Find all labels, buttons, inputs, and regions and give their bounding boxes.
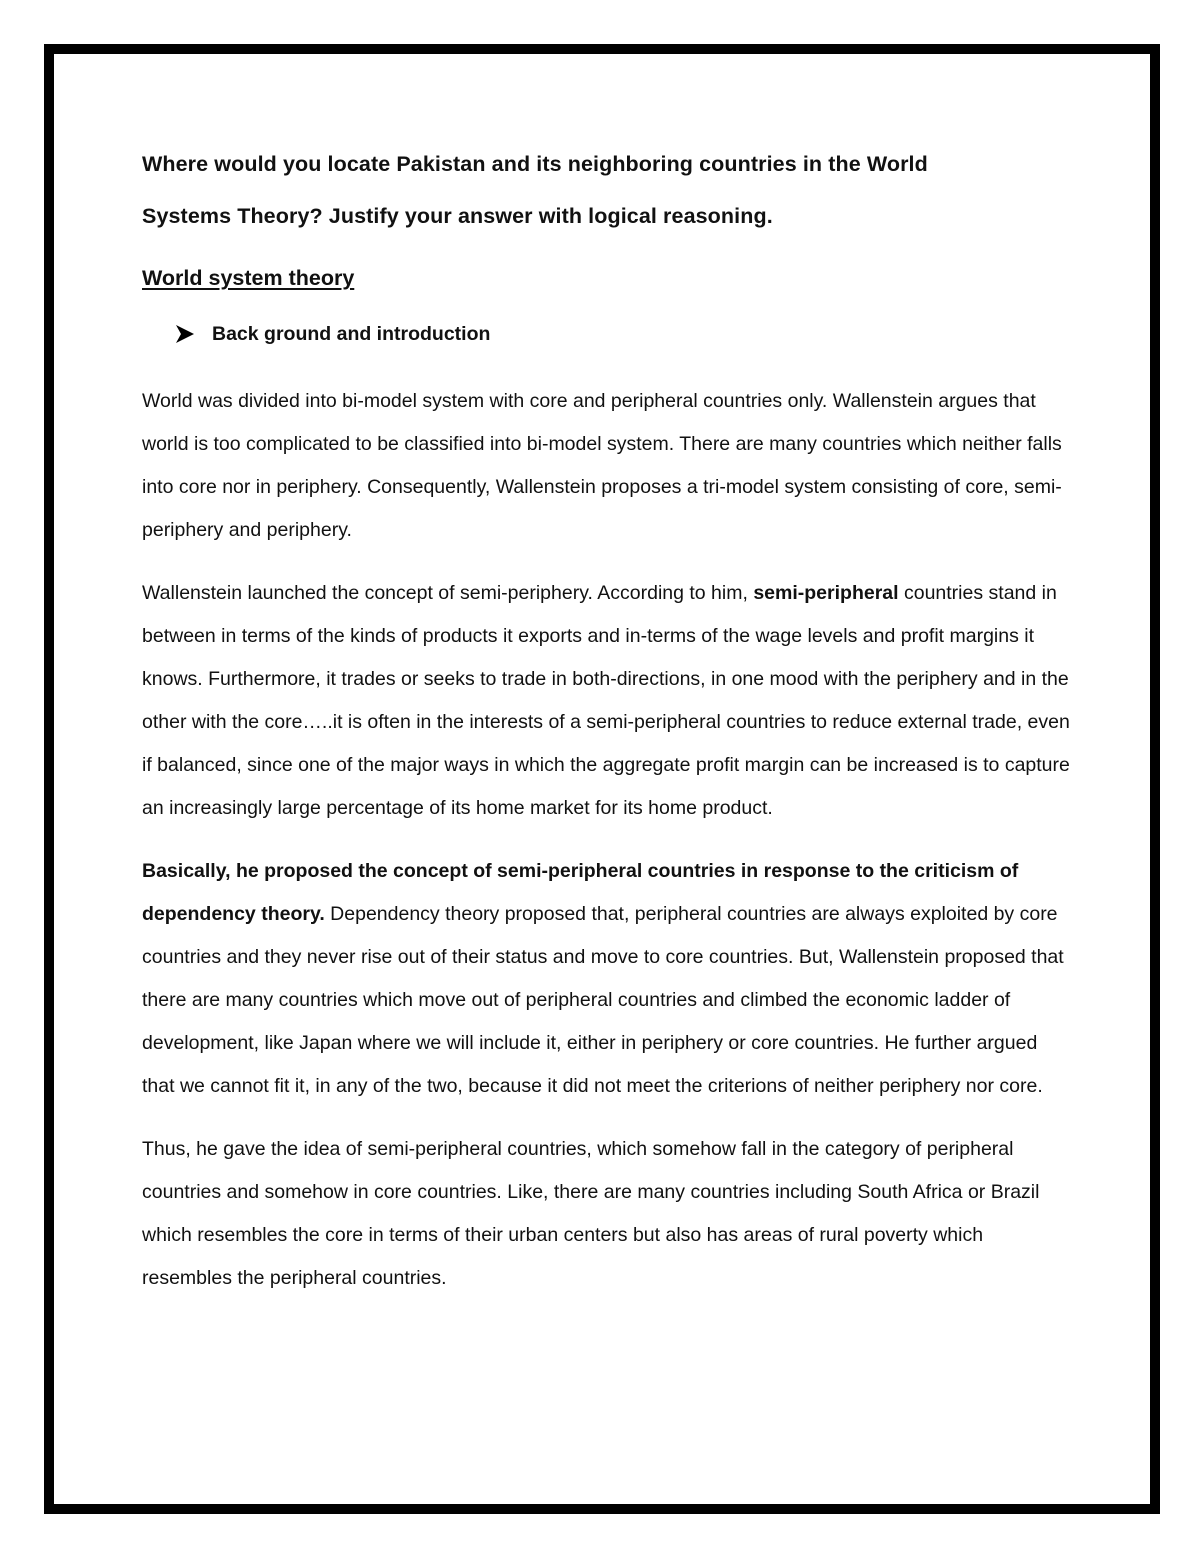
- question-heading: [142, 138, 1072, 242]
- paragraph-3-bold: Basically, he proposed the concept of semi-peripheral countries in response to the criticism of dependency theory.: [142, 860, 1019, 925]
- paragraph-2-intro: Wallenstein launched the concept of semi-periphery. According to him,: [142, 582, 754, 604]
- paragraph-4: Thus, he gave the idea of semi-peripheral countries, which somehow fall in the category of peripheral countries and somehow in core countries. Like, there are many countries including South Africa or Brazil which resembles the core in terms of their urban centers but also has areas of rural poverty which resembles the peripheral countries.: [142, 1138, 1040, 1289]
- arrowhead-bullet-icon: [174, 323, 196, 345]
- paragraph-2-rest: countries stand in between in terms of the kinds of products it exports and in-terms of the wage levels and profit margins it knows. Furthermore, it trades or seeks to trade in both-directions, in one mood with the periphery and in the other with the core…..it is often in the interests of a semi-peripheral countries to reduce external trade, even if balanced, since one of the major ways in which the aggregate profit margin can be increased is to capture an increasingly large percentage of its home market for its home product.: [142, 582, 1070, 819]
- paragraph-2: [142, 572, 1072, 830]
- document-body: [142, 138, 1072, 1300]
- bullet-item: [174, 320, 1072, 348]
- paragraph-1: World was divided into bi-model system with core and peripheral countries only. Wallenstein argues that world is too complicated to be classified into bi-model system. There are many countries which neither falls into core nor in periphery. Consequently, Wallenstein proposes a tri-model system consisting of core, semi-periphery and periphery.: [142, 390, 1062, 541]
- paragraph-3: [142, 850, 1072, 1108]
- paragraph-3-rest: Dependency theory proposed that, peripheral countries are always exploited by core countries and they never rise out of their status and move to core countries. But, Wallenstein proposed that there are many countries which move out of peripheral countries and climbed the economic ladder of development, like Japan where we will include it, either in periphery or core countries. He further argued that we cannot fit it, in any of the two, because it did not meet the criterions of neither periphery nor core.: [142, 903, 1064, 1097]
- question-line-2: Systems Theory? Justify your answer with logical reasoning.: [142, 204, 773, 228]
- question-line-1: Where would you locate Pakistan and its neighboring countries in the World: [142, 152, 928, 176]
- bullet-label: Back ground and introduction: [212, 323, 491, 345]
- section-title: World system theory: [142, 266, 355, 290]
- paragraph-2-bold: semi-peripheral: [753, 582, 899, 604]
